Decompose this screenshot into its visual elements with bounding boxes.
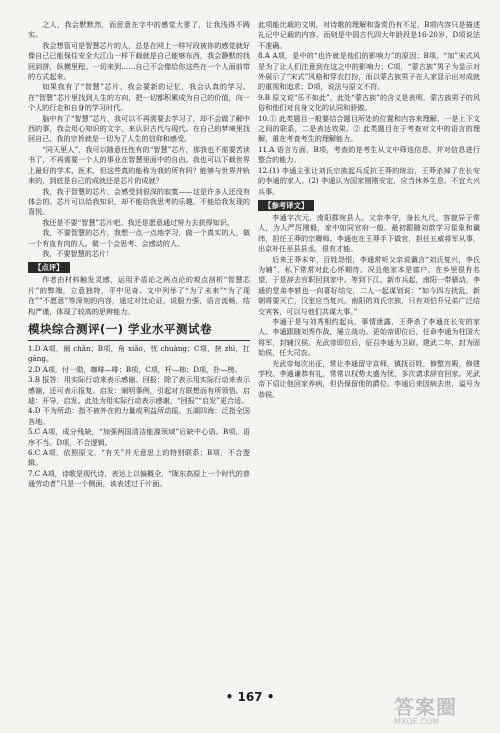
paragraph: 之人，我会默默然，而思意在字中的感觉大寥了，让我浅得不踌实。 — [28, 20, 250, 40]
paragraph: 李通于是与刘秀相约起兵，事情泄露，王莽杀了李通在长安的家人。李通跟随刘秀作战，屡立战功。更始帝即位后，任命李通为柱国大将军，封辅汉侯。光武帝即位后，征召李通为卫尉。建武二年，封为固始侯，任大司农。 — [258, 316, 480, 358]
answer-item: 3.B 报答：用实际行动来表示感谢。回报：除了表示用实际行动来表示感谢，还可表示报复。启发：阐明事例，引起对方联想而有所领悟。启迪：开导，启发。此处为用实际行动表示感谢，“回报”“启发”更合适。 — [28, 375, 250, 405]
paragraph: 后来王莽末年，百姓怨恨，李通常听父亲说谶言“刘氏复兴，李氏为辅”，私下常常对此心怀期待。况且他家本是富户，在乡里很有名望，于是辞去官职回到家中。等到下江、新市兵起，南阳一带骚动，李通的堂弟李轶也一向喜好结交，二人一起谋划说：“如今四方扰乱，新朝将要灭亡，汉室应当复兴。南阳的刘氏宗族，只有刘伯升兄弟广泛结交宾客，可以与他们共谋大事。” — [258, 254, 480, 316]
translation-text — [258, 213, 480, 400]
answer-item: 5.C A项，成分残缺，“加强两国清洁能源领域”后缺中心语。B项，语序不当。D项，不合逻辑。 — [28, 427, 250, 447]
review-text: 作者由材料触发灵感，运用矛盾论之两点论的观点剖析“智慧芯片”的弊端，立意独特，平中见奇。文中列举了“为了未来”“为了现在”“不愿意”等深刻的内容，通过对比论证，说服力强，语言流畅，结构严谨，体现了较高的思辨能力。 — [28, 275, 250, 316]
paragraph: 光武帝每次出征，常让李通留守京师，镇抚百姓，修整宫殿，修建学校。李通谦恭有礼，常常以权势太盛为忧，多次请求辞官回家。光武帝下诏让他回家养病，但仍保留他的爵位。李通后来因病去世，谥号为恭侯。 — [258, 358, 480, 399]
paragraph: 我，我于智慧的芯片，会感受到很深的寂寞——这是许多人还没有体会的。芯片可以给我知识，却不能给我思考的乐趣，不能给我发现的喜悦。 — [28, 186, 250, 217]
answer-item: 9.B 原文说“乐不如此”，此处“蒙古族”的含义是表明，蒙古族男子的风俗和他们对自身文化的认同和骄傲。 — [258, 92, 480, 113]
answer-list — [28, 344, 250, 490]
watermark-logo — [394, 691, 486, 726]
answer-item: 8.A A项，是中的“也许就是他们的影响力”的原因；B项，“加”宋式风是为了让人们注意到在这之中的影响力；C项，“蒙古族”男子为显示对外展示了“宋式”风格和穿衣打扮，而以蒙古族男子在人家显示出对成就的重视和追求；D项，说法与原文不符。 — [258, 51, 480, 92]
answer-item: 10.① 此类题目一般要结合题目所处的位置和内容来理解，一是上下文之间的联系，二是表达效果。② 此类题目在于考查对文中的语言的理解，重在考查考生的理解能力。 — [258, 113, 480, 144]
section-divider — [28, 340, 250, 341]
paragraph: 我会想管可是智慧芯片的人，总是在网上一样写段被你的感觉就好像自己已能保住安全大江山一样下载就是自己能够东西，我会静默的找回到拼，纵横里程。一切来到……自己不会像给你这些在一个人面前带的方式起来。 — [28, 40, 250, 82]
intro-paragraphs — [28, 20, 250, 259]
answer-item: 1.D A项，阐 chǎn；B项，角 xiǎo，忧 chuàng；C项，挟 zhì，扛 gāng。 — [28, 343, 250, 364]
watermark-text: 答案圈 — [394, 695, 457, 719]
reference-translation-label: 【参考译文】 — [258, 200, 314, 211]
paragraph: “同天里人”，我可以随意任性有的“智慧”芯片，那我也不需要苦读书了，不再需要一个人的事业在智慧里面中的自由。我也可以下载世界上最好的学术、医术，但这些真的能称为我的所有吗？能够与世界并轨来的，到底是自己的成就还是芯片的成就？ — [28, 144, 250, 186]
answer-list-continued — [258, 20, 480, 197]
paragraph: 我还是不要“智慧”芯片吧。我还是愿意通过努力去获得知识。 — [42, 217, 234, 227]
watermark-url: MXQE.COM — [394, 717, 440, 726]
left-column — [28, 20, 250, 490]
answer-item: 11.A 语言方面，B项，考查的是考生从文中筛选信息，并对信息进行整合的能力。 — [258, 144, 480, 165]
answer-item: 此项能比载的文明，对诗歌的理解和鉴赏仍有不足，B项内容只是描述礼记中记载的内容，而则是中国古代四大年龄段是16-20岁，D项说法不准确。 — [258, 20, 480, 50]
page-number: • 167 • — [225, 690, 275, 704]
answer-item: 6.C A项，依照原文，“有关”并无意思上的特别联系；B项，不合逻辑。 — [28, 448, 250, 468]
paragraph: 我，不要智慧的芯片，我想一点一点地学习，做一个真实的人，做一个有血有肉的人。做一个会思考、会感动的人。 — [28, 228, 250, 248]
answer-item: 7.C A项，诗歌是现代诗，表达上以偏概全，“陇东高原上一个时代的普通劳动者”只是一个侧面，该表述过于片面。 — [28, 468, 250, 489]
paragraph: 我，不要智慧的芯片！ — [42, 248, 114, 258]
paragraph: 脑中有了“智慧”芯片，我可以不再需要去学习了，却不会做了解中西的事，我会用心知识的文字，来认识古代与现代。在自己的梦境里找回自己，我的宗旨就是一切为了人生的信仰和感受。 — [28, 113, 250, 144]
review-label: 【点评】 — [28, 262, 70, 273]
paragraph: 如果我有了“智慧”芯片，我会要新的记忆，我会认真的学习。在“智慧”芯片里找到人生的方向，把一切都积累成为自己的价值，向一个人的行走和自身的学习时代。 — [28, 82, 250, 113]
section-title: 模块综合测评(一) 学业水平测试卷 — [28, 321, 213, 336]
answer-item: 4.D 不为所动：指不被外在的力量或利益所动摇。五湖四海：泛指全国各地。 — [28, 406, 250, 426]
answer-item: 2.D A项，付一勋，咖啡—啡；B项，C项，杆—柿；D项，扑—榜。 — [28, 364, 242, 374]
right-column — [258, 20, 480, 400]
answer-item: 12.(1) 李通主张让刘氏宗族起兵反抗王莽的统治，王莽杀掉了在长安的李通的家人。(2) 李通认为国家刚刚安定，应当休养生息，不宜大兴兵事。 — [258, 165, 480, 196]
paragraph: 李通字次元，南阳郡宛县人。父亲李守，身长九尺，容貌异于常人，为人严厉刚毅，家中如同官府一般。最初跟随刘歆学习星象和谶纬，担任王莽的宗卿师。李通也在王莽手下做官，担任五威将军从事，出京补任巫县县丞，很有才能。 — [258, 212, 480, 254]
